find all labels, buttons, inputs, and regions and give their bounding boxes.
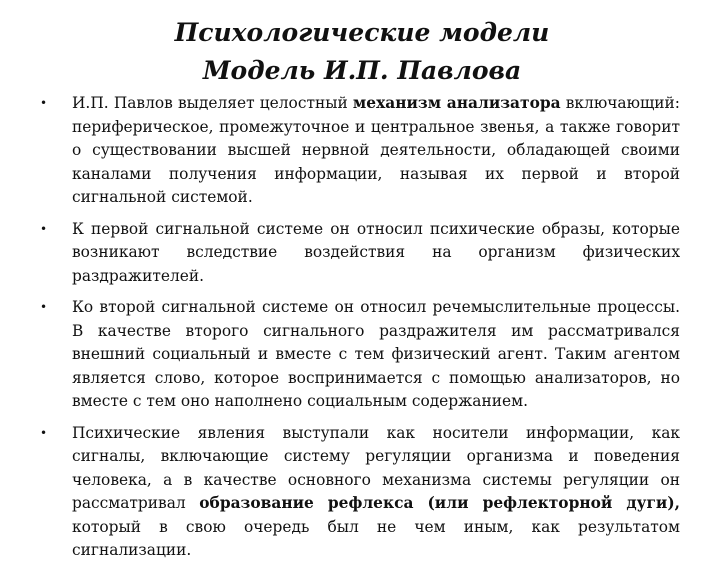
- bullet-icon: •: [40, 300, 48, 314]
- bullet-item-1: [40, 92, 680, 210]
- title-line-1: Психологические модели: [174, 18, 550, 47]
- bullet-item-3: [40, 296, 680, 414]
- bullet-list: [40, 92, 680, 571]
- bullet-1-bold-term: механизм анализатора: [352, 94, 561, 112]
- bullet-icon: •: [40, 221, 48, 236]
- bullet-1-text-end: включающий: периферическое, промежуточное и центральное звенья, а также говорит о существовании высшей нервной деятельности, обладающей своими каналами получения информации, называя их первой и второй сигнальной системой.: [72, 94, 680, 206]
- bullet-item-4: [40, 422, 680, 563]
- bullet-4-bold-term: образование рефлекса (или рефлекторной дуги),: [199, 494, 680, 512]
- bullet-1-text-start: И.П. Павлов выделяет целостный: [72, 94, 353, 112]
- bullet-4-text-start: Психические явления выступали как носители информации, как сигналы, включающие систему регуляции организма и поведения человека, а в качестве основного механизма системы регуляции он рассматривал: [72, 423, 680, 512]
- title-line-2: Модель И.П. Павлова: [202, 56, 522, 85]
- bullet-icon: •: [40, 96, 48, 110]
- slide-title: [0, 14, 720, 90]
- bullet-3-text: Ко второй сигнальной системе он относил речемыслительные процессы. В качестве второго сигнального раздражителя им рассматривался внешний социальный и вместе с тем физический агент. Таким агентом является слово, которое воспринимается с помощью анализаторов, но вместе с тем оно наполнено социальным содержанием.: [72, 298, 680, 410]
- bullet-item-2: [40, 218, 680, 289]
- bullet-4-text-end: который в свою очередь был не чем иным, как результатом сигнализации.: [72, 517, 680, 559]
- bullet-2-text: К первой сигнальной системе он относил психические образы, которые возникают вследствие воздействия на организм физических раздражителей.: [72, 219, 680, 285]
- bullet-icon: •: [40, 425, 48, 440]
